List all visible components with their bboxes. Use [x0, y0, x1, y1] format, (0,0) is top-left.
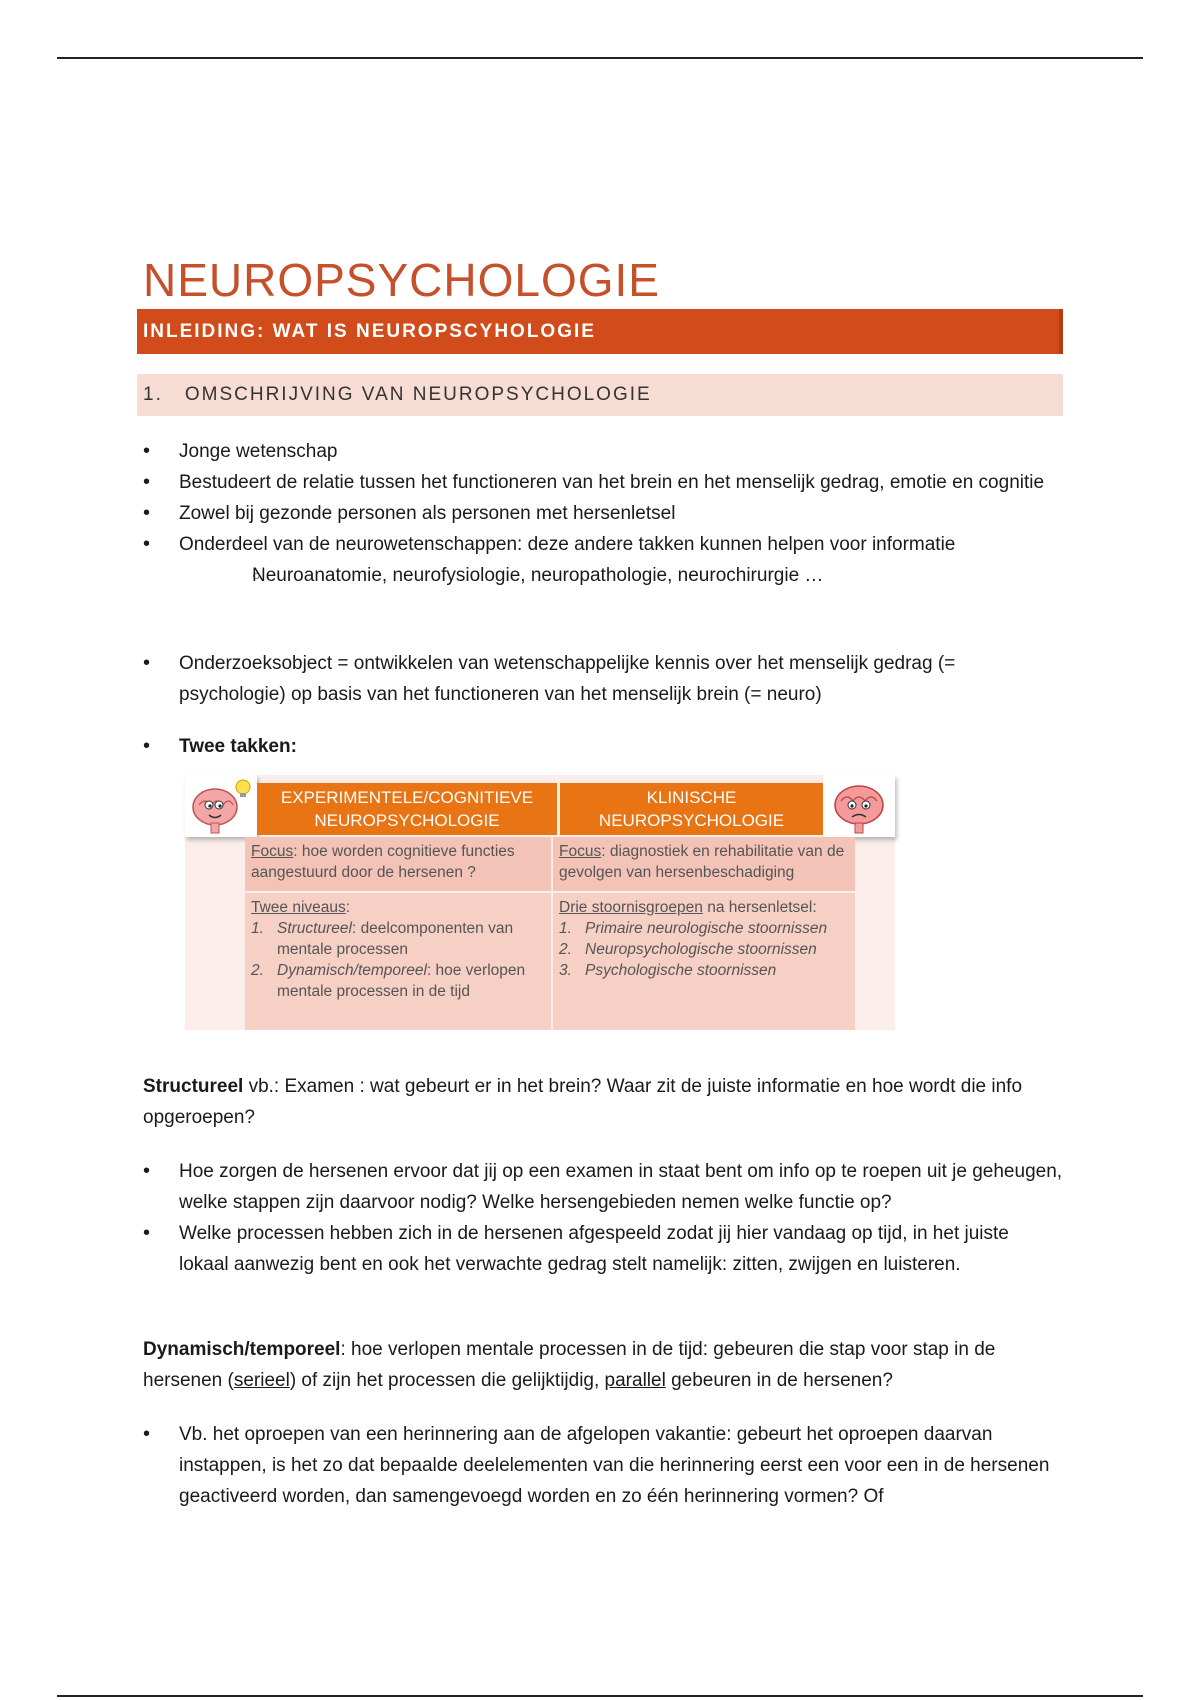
list-item: • Vb. het oproepen van een herinnering aan de afgelopen vakantie: gebeurt het oproepen daarvan instappen, is het zo dat bepaalde deelelementen van die herinnering eerst een voor een in de hersenen geactiveerd worden, dan samengevoegd worden en zo één herinnering vormen? Of — [143, 1419, 1063, 1512]
parallel-term: parallel — [604, 1370, 666, 1391]
paragraph-term: Dynamisch/temporeel — [143, 1339, 341, 1360]
structureel-bullet-list — [143, 1156, 1063, 1280]
item-term: Structureel — [277, 920, 352, 937]
focus-text: : diagnostiek en rehabilitatie van de gevolgen van hersenbeschadiging — [559, 843, 845, 881]
list-item: • Hoe zorgen de hersenen ervoor dat jij op een examen in staat bent om info op te roepen uit je geheugen, welke stappen zijn daarvoor nodig? Welke hersengebieden nemen welke functie op? — [143, 1156, 1063, 1218]
intro-bullet-list — [143, 436, 1063, 591]
list-item-text: Onderdeel van de neurowetenschappen: deze andere takken kunnen helpen voor informatie — [179, 534, 956, 555]
item-text: : hoe verlopen mentale processen in de tijd — [277, 962, 526, 1000]
list-item — [251, 918, 545, 960]
subsection-heading — [137, 374, 1063, 416]
table-header-clinical — [560, 783, 823, 835]
top-rule — [57, 57, 1143, 59]
header-line: NEUROPSYCHOLOGIE — [598, 811, 785, 830]
section-heading: INLEIDING: WAT IS NEUROPSCYHOLOGIE — [137, 309, 1063, 354]
subsection-title: OMSCHRIJVING VAN NEUROPSYCHOLOGIE — [184, 384, 652, 405]
groups-list — [559, 918, 849, 981]
takken-label: Twee takken: — [179, 736, 297, 757]
groups-label: Drie stoornisgroepen — [559, 899, 703, 916]
item-number: 2. — [559, 941, 572, 958]
vb-bullet-list — [143, 1419, 1063, 1512]
brain-confused-icon — [823, 775, 895, 837]
paragraph-text: ) of zijn het processen die gelijktijdig, — [289, 1370, 605, 1391]
focus-text: : hoe worden cognitieve functies aangestuurd door de hersenen ? — [251, 843, 515, 881]
page-title: NEUROPSYCHOLOGIE — [143, 253, 660, 306]
comparison-table — [185, 775, 895, 1030]
list-item — [143, 731, 1063, 762]
list-item — [143, 529, 1063, 591]
focus-label: Focus — [251, 843, 294, 860]
paragraph-text: vb.: Examen : wat gebeurt er in het brein? Waar zit de juiste informatie en hoe wordt die info opgeroepen? — [143, 1076, 1023, 1128]
header-line: KLINISCHE — [646, 788, 737, 807]
sub-list-item: ○ Neuroanatomie, neurofysiologie, neuropathologie, neurochirurgie … — [179, 560, 1063, 591]
item-text: Neuropsychologische stoornissen — [585, 941, 817, 958]
table-cell-right-focus — [553, 837, 855, 891]
list-item — [559, 960, 849, 981]
item-number: 1. — [251, 920, 264, 937]
list-item: • Jonge wetenschap — [143, 436, 1063, 467]
list-item — [251, 960, 545, 1002]
item-text: Primaire neurologische stoornissen — [585, 920, 828, 937]
item-text: : deelcomponenten van mentale processen — [277, 920, 514, 958]
item-number: 3. — [559, 962, 572, 979]
list-item: • Zowel bij gezonde personen als personen met hersenletsel — [143, 498, 1063, 529]
levels-list — [251, 918, 545, 1002]
header-line: EXPERIMENTELE/COGNITIEVE — [280, 788, 534, 807]
levels-label: Twee niveaus — [251, 899, 346, 916]
structureel-paragraph — [143, 1071, 1063, 1133]
focus-label: Focus — [559, 843, 602, 860]
item-text: Psychologische stoornissen — [585, 962, 777, 979]
serieel-term: serieel — [233, 1370, 290, 1391]
groups-rest: na hersenletsel: — [702, 899, 817, 916]
header-line: NEUROPSYCHOLOGIE — [314, 811, 500, 830]
item-term: Dynamisch/temporeel — [277, 962, 427, 979]
list-item: • Bestudeert de relatie tussen het functioneren van het brein en het menselijk gedrag, emotie en cognitie — [143, 467, 1063, 498]
subsection-number: 1. — [143, 384, 163, 405]
list-item — [559, 918, 849, 939]
bottom-rule — [57, 1695, 1143, 1697]
levels-colon: : — [345, 899, 351, 916]
dynamisch-paragraph — [143, 1334, 1063, 1396]
list-item — [559, 939, 849, 960]
table-cell-right-groups — [553, 893, 855, 1030]
paragraph-text: : hoe verlopen mentale processen in de tijd: gebeuren die stap voor stap in de hersenen ( — [143, 1339, 996, 1391]
list-item: • Welke processen hebben zich in de hersenen afgespeeld zodat jij hier vandaag op tijd, in het juiste lokaal aanwezig bent en ook het verwachte gedrag stelt namelijk: zitten, zwijgen en luisteren. — [143, 1218, 1063, 1280]
list-item: • Onderzoeksobject = ontwikkelen van wetenschappelijke kennis over het menselijk gedrag (= psychologie) op basis van het functioneren van het menselijk brein (= neuro) — [143, 648, 1063, 710]
brain-lightbulb-icon — [185, 775, 257, 837]
paragraph-term: Structureel — [143, 1076, 244, 1097]
table-cell-left-focus — [245, 837, 551, 891]
takken-bullet-list — [143, 731, 1063, 762]
paragraph-text: gebeuren in de hersenen? — [665, 1370, 893, 1391]
item-number: 2. — [251, 962, 264, 979]
item-number: 1. — [559, 920, 572, 937]
table-cell-left-levels — [245, 893, 551, 1030]
table-header-experimental — [257, 783, 557, 835]
sub-list — [179, 560, 1063, 591]
object-bullet-list — [143, 648, 1063, 710]
